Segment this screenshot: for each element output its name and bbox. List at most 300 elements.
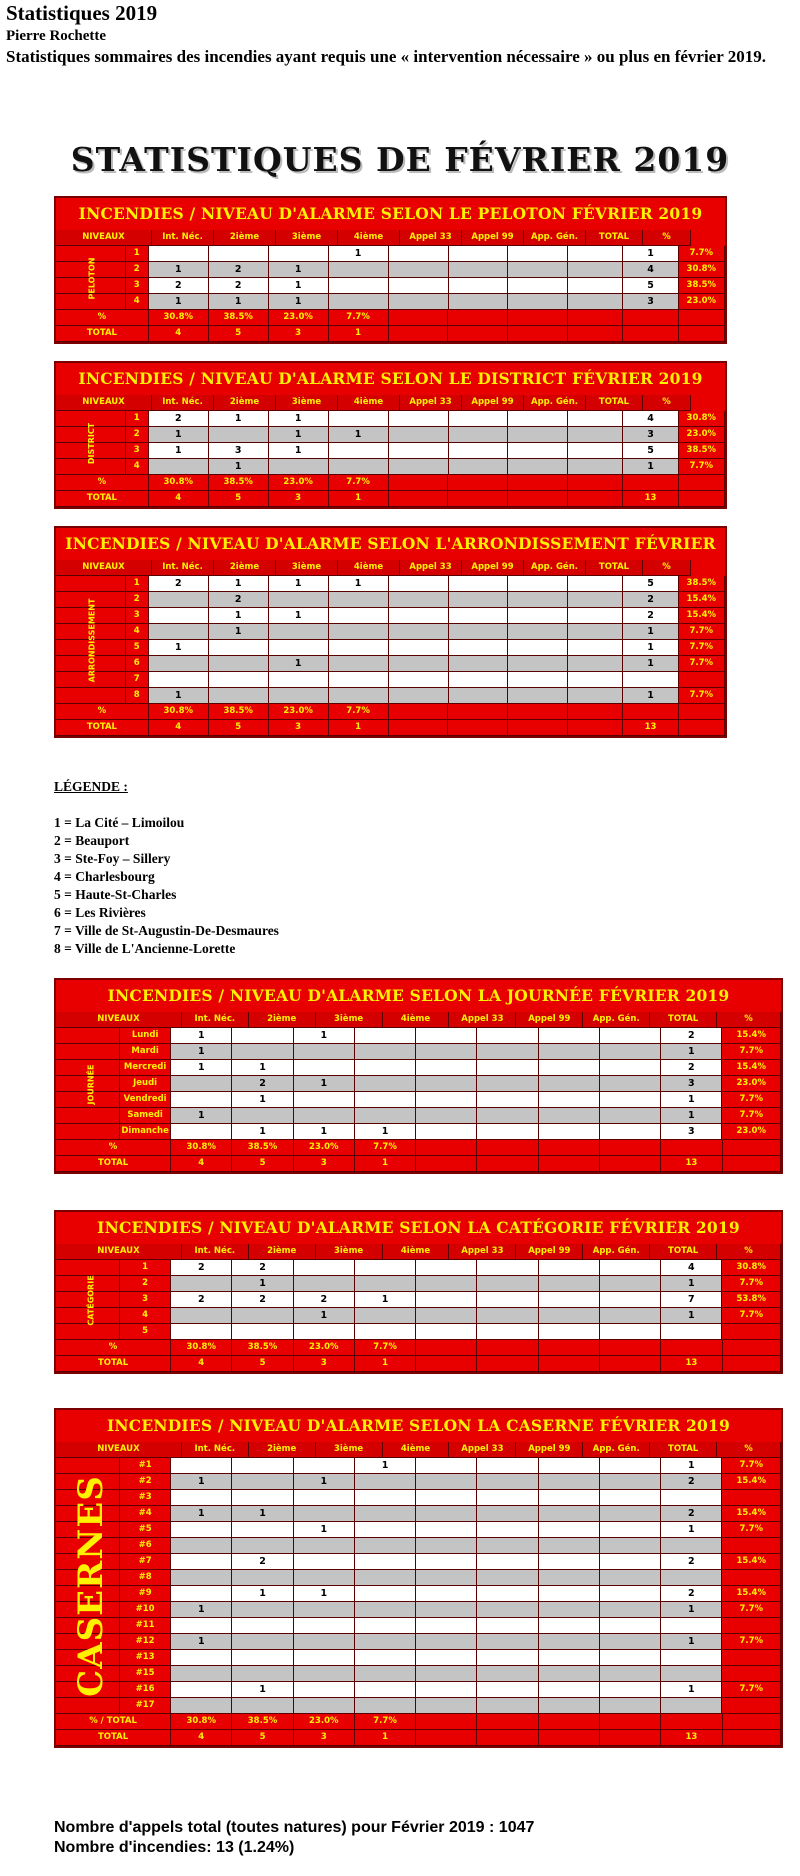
table-row xyxy=(56,443,725,459)
data-cell xyxy=(269,688,329,704)
column-header: 4ième xyxy=(383,1442,450,1458)
percent-cell xyxy=(679,704,725,720)
data-cell: 1 xyxy=(232,1060,293,1076)
row-label: #2 xyxy=(120,1474,171,1490)
column-header: % xyxy=(643,230,691,246)
grand-total-cell: 13 xyxy=(661,1356,722,1372)
percent-cell: 30.8% xyxy=(149,704,209,720)
data-cell xyxy=(449,656,509,672)
data-cell xyxy=(416,1044,477,1060)
row-label: 3 xyxy=(120,1292,171,1308)
data-cell xyxy=(149,246,209,262)
table-row xyxy=(56,411,725,427)
data-cell xyxy=(171,1490,232,1506)
column-header: Appel 99 xyxy=(462,560,524,576)
total-cell: 1 xyxy=(355,1356,416,1372)
group-label xyxy=(56,1028,126,1140)
data-cell: 2 xyxy=(171,1292,232,1308)
data-cell xyxy=(416,1506,477,1522)
row-total: 5 xyxy=(623,443,678,459)
data-cell xyxy=(600,1474,661,1490)
total-cell xyxy=(477,1730,538,1746)
data-cell xyxy=(209,656,269,672)
row-percent: 7.7% xyxy=(722,1634,781,1650)
data-cell xyxy=(477,1586,538,1602)
data-cell xyxy=(269,640,329,656)
table-title: INCENDIES / NIVEAU D'ALARME SELON LE PELOTON FÉVRIER 2019 xyxy=(78,204,703,223)
data-cell xyxy=(508,656,568,672)
percent-cell xyxy=(389,475,449,491)
data-cell xyxy=(449,592,509,608)
total-row-label: TOTAL xyxy=(56,720,149,736)
row-percent: 7.7% xyxy=(722,1308,781,1324)
row-percent xyxy=(722,1618,781,1634)
row-percent: 30.8% xyxy=(722,1260,781,1276)
data-cell xyxy=(355,1506,416,1522)
data-cell xyxy=(539,1634,600,1650)
data-cell xyxy=(600,1618,661,1634)
column-header: App. Gén. xyxy=(524,560,586,576)
data-cell xyxy=(171,1650,232,1666)
total-cell: 5 xyxy=(209,720,269,736)
percent-cell xyxy=(448,475,508,491)
data-cell xyxy=(508,592,568,608)
total-row xyxy=(56,1356,781,1372)
column-header: Appel 33 xyxy=(449,1244,516,1260)
row-percent: 7.7% xyxy=(679,246,725,262)
data-cell xyxy=(171,1698,232,1714)
data-cell: 1 xyxy=(209,608,269,624)
row-label: 3 xyxy=(126,278,149,294)
data-cell xyxy=(600,1538,661,1554)
data-cell xyxy=(209,427,269,443)
percent-cell xyxy=(568,475,623,491)
row-total xyxy=(661,1538,722,1554)
data-cell xyxy=(449,411,509,427)
row-percent xyxy=(722,1538,781,1554)
data-cell xyxy=(600,1458,661,1474)
row-label: 4 xyxy=(126,294,149,310)
percent-cell xyxy=(448,310,508,326)
data-cell xyxy=(355,1044,416,1060)
column-header: Appel 33 xyxy=(400,560,462,576)
row-total: 1 xyxy=(661,1108,722,1124)
data-cell xyxy=(232,1324,293,1340)
data-cell xyxy=(449,672,509,688)
data-cell: 3 xyxy=(209,443,269,459)
data-cell xyxy=(294,1698,355,1714)
data-cell xyxy=(294,1490,355,1506)
row-label: 1 xyxy=(120,1260,171,1276)
data-cell xyxy=(539,1618,600,1634)
row-label: 7 xyxy=(126,672,149,688)
data-cell xyxy=(171,1554,232,1570)
data-cell xyxy=(568,411,623,427)
column-header: NIVEAUX xyxy=(56,230,152,246)
row-percent: 38.5% xyxy=(679,443,725,459)
data-cell xyxy=(329,294,389,310)
data-cell xyxy=(416,1698,477,1714)
data-cell: 1 xyxy=(294,1028,355,1044)
data-cell xyxy=(389,576,449,592)
percent-cell: 38.5% xyxy=(232,1714,293,1730)
percent-cell xyxy=(508,704,568,720)
data-cell: 1 xyxy=(269,262,329,278)
total-cell xyxy=(539,1156,600,1172)
column-header: 3ième xyxy=(276,560,338,576)
data-cell xyxy=(416,1554,477,1570)
row-percent: 15.4% xyxy=(722,1474,781,1490)
data-cell xyxy=(508,443,568,459)
table-header-row xyxy=(56,1442,781,1458)
data-cell xyxy=(539,1060,600,1076)
percent-cell xyxy=(723,1714,782,1730)
data-cell xyxy=(539,1586,600,1602)
total-cell xyxy=(539,1356,600,1372)
total-row xyxy=(56,720,725,736)
table-row xyxy=(56,1698,781,1714)
data-cell: 1 xyxy=(171,1108,232,1124)
table-row xyxy=(56,459,725,475)
total-cell: 5 xyxy=(232,1356,293,1372)
row-label: #11 xyxy=(120,1618,171,1634)
data-cell xyxy=(355,1474,416,1490)
data-cell xyxy=(477,1260,538,1276)
row-total xyxy=(661,1698,722,1714)
data-cell xyxy=(539,1260,600,1276)
table-row xyxy=(56,1324,781,1340)
row-total: 1 xyxy=(661,1602,722,1618)
group-label xyxy=(56,246,128,310)
data-cell xyxy=(232,1490,293,1506)
data-cell xyxy=(449,294,509,310)
total-cell: 4 xyxy=(171,1730,232,1746)
data-cell xyxy=(477,1618,538,1634)
column-header: NIVEAUX xyxy=(56,1442,182,1458)
total-row-label: TOTAL xyxy=(56,491,149,507)
data-cell: 1 xyxy=(294,1308,355,1324)
data-cell: 1 xyxy=(355,1124,416,1140)
table-row xyxy=(56,294,725,310)
row-total: 4 xyxy=(623,262,678,278)
data-cell xyxy=(355,1602,416,1618)
column-header: % xyxy=(717,1012,781,1028)
percent-cell xyxy=(600,1340,661,1356)
row-percent: 7.7% xyxy=(679,459,725,475)
table-row xyxy=(56,1308,781,1324)
table-header-row xyxy=(56,1244,781,1260)
table-row xyxy=(56,1538,781,1554)
data-cell: 1 xyxy=(269,656,329,672)
row-label: #8 xyxy=(120,1570,171,1586)
row-label: 3 xyxy=(126,443,149,459)
table-row xyxy=(56,1506,781,1522)
row-total: 2 xyxy=(661,1506,722,1522)
data-cell xyxy=(508,246,568,262)
data-cell xyxy=(600,1634,661,1650)
row-label: #12 xyxy=(120,1634,171,1650)
data-cell xyxy=(539,1044,600,1060)
data-cell xyxy=(355,1276,416,1292)
data-cell xyxy=(389,443,449,459)
data-cell xyxy=(600,1276,661,1292)
data-cell: 1 xyxy=(329,576,389,592)
row-label: #13 xyxy=(120,1650,171,1666)
percent-cell xyxy=(477,1714,538,1730)
column-header: Appel 33 xyxy=(400,230,462,246)
total-row-label: TOTAL xyxy=(56,1730,171,1746)
data-cell xyxy=(568,688,623,704)
percent-cell xyxy=(539,1340,600,1356)
data-cell xyxy=(149,672,209,688)
data-cell: 2 xyxy=(171,1260,232,1276)
data-cell: 1 xyxy=(149,640,209,656)
table-row xyxy=(56,688,725,704)
percent-cell xyxy=(568,310,623,326)
percent-cell: 23.0% xyxy=(294,1140,355,1156)
row-label: #17 xyxy=(120,1698,171,1714)
table-row xyxy=(56,1044,781,1060)
data-cell xyxy=(355,1108,416,1124)
data-cell xyxy=(508,688,568,704)
data-cell: 1 xyxy=(294,1076,355,1092)
table-row xyxy=(56,1108,781,1124)
percent-cell xyxy=(539,1140,600,1156)
row-percent: 7.7% xyxy=(679,656,725,672)
data-cell xyxy=(477,1076,538,1092)
percent-cell xyxy=(679,475,725,491)
row-total: 5 xyxy=(623,576,678,592)
data-cell xyxy=(539,1490,600,1506)
data-cell xyxy=(171,1458,232,1474)
column-header: 2ième xyxy=(214,395,276,411)
percent-cell: 38.5% xyxy=(209,475,269,491)
row-label: #7 xyxy=(120,1554,171,1570)
row-percent: 7.7% xyxy=(722,1522,781,1538)
data-cell xyxy=(600,1308,661,1324)
row-label: 5 xyxy=(120,1324,171,1340)
percent-cell: 7.7% xyxy=(329,704,389,720)
row-label: #10 xyxy=(120,1602,171,1618)
row-label: #15 xyxy=(120,1666,171,1682)
data-cell xyxy=(477,1506,538,1522)
row-percent: 7.7% xyxy=(722,1044,781,1060)
row-percent: 7.7% xyxy=(722,1602,781,1618)
total-cell: 3 xyxy=(269,720,329,736)
row-total: 1 xyxy=(661,1522,722,1538)
percent-row xyxy=(56,475,725,491)
row-total: 2 xyxy=(623,608,678,624)
table-row xyxy=(56,1458,781,1474)
data-cell xyxy=(416,1028,477,1044)
data-cell xyxy=(477,1028,538,1044)
row-total: 1 xyxy=(623,656,678,672)
percent-cell xyxy=(389,704,449,720)
total-cell xyxy=(477,1356,538,1372)
data-cell xyxy=(477,1682,538,1698)
data-cell xyxy=(568,262,623,278)
column-header: 2ième xyxy=(214,560,276,576)
total-row-label: TOTAL xyxy=(56,326,149,342)
data-cell xyxy=(600,1522,661,1538)
column-header: 2ième xyxy=(249,1012,316,1028)
data-cell xyxy=(539,1602,600,1618)
table-row xyxy=(56,1490,781,1506)
data-cell xyxy=(232,1602,293,1618)
table-header-row xyxy=(56,395,725,411)
data-cell xyxy=(600,1570,661,1586)
author: Pierre Rochette xyxy=(6,28,107,44)
data-cell xyxy=(355,1618,416,1634)
data-cell xyxy=(416,1458,477,1474)
row-total xyxy=(623,672,678,688)
table-row xyxy=(56,1586,781,1602)
data-cell xyxy=(329,688,389,704)
row-total xyxy=(661,1650,722,1666)
data-cell: 1 xyxy=(149,294,209,310)
data-cell xyxy=(329,262,389,278)
column-header: TOTAL xyxy=(650,1244,717,1260)
data-cell xyxy=(539,1698,600,1714)
data-cell xyxy=(294,1682,355,1698)
table-header-row xyxy=(56,560,725,576)
data-cell xyxy=(389,672,449,688)
table-header-row xyxy=(56,1012,781,1028)
data-cell xyxy=(539,1458,600,1474)
data-cell xyxy=(355,1308,416,1324)
total-cell: 3 xyxy=(294,1730,355,1746)
data-cell: 1 xyxy=(294,1474,355,1490)
row-total xyxy=(661,1570,722,1586)
legend-item: 6 = Les Rivières xyxy=(54,905,146,920)
data-cell: 1 xyxy=(294,1586,355,1602)
total-cell xyxy=(600,1356,661,1372)
page-header xyxy=(6,0,796,68)
data-cell xyxy=(539,1092,600,1108)
row-label: 4 xyxy=(126,459,149,475)
data-cell xyxy=(539,1554,600,1570)
data-cell xyxy=(568,576,623,592)
data-cell: 2 xyxy=(149,278,209,294)
data-cell xyxy=(508,427,568,443)
row-percent: 23.0% xyxy=(722,1124,781,1140)
row-total xyxy=(661,1324,722,1340)
data-cell xyxy=(508,294,568,310)
row-label: Vendredi xyxy=(120,1092,171,1108)
data-cell xyxy=(416,1308,477,1324)
total-cell xyxy=(416,1156,477,1172)
column-header: Int. Néc. xyxy=(152,395,214,411)
data-cell xyxy=(355,1666,416,1682)
row-total: 1 xyxy=(661,1308,722,1324)
legend-title: LÉGENDE : xyxy=(54,779,128,794)
data-cell xyxy=(449,576,509,592)
row-label: 2 xyxy=(120,1276,171,1292)
legend-item: 2 = Beauport xyxy=(54,833,130,848)
data-cell: 1 xyxy=(171,1506,232,1522)
column-header: 3ième xyxy=(316,1442,383,1458)
data-cell xyxy=(477,1554,538,1570)
data-cell xyxy=(294,1570,355,1586)
data-cell xyxy=(477,1324,538,1340)
row-percent xyxy=(722,1650,781,1666)
data-cell xyxy=(416,1650,477,1666)
data-cell: 1 xyxy=(232,1506,293,1522)
data-cell xyxy=(294,1602,355,1618)
row-total: 5 xyxy=(623,278,678,294)
data-cell: 2 xyxy=(209,262,269,278)
data-cell xyxy=(149,624,209,640)
data-cell xyxy=(149,656,209,672)
data-cell xyxy=(477,1458,538,1474)
row-total: 1 xyxy=(661,1458,722,1474)
data-cell xyxy=(568,624,623,640)
data-cell xyxy=(171,1092,232,1108)
data-cell xyxy=(269,624,329,640)
data-cell: 1 xyxy=(232,1682,293,1698)
legend-item: 1 = La Cité – Limoilou xyxy=(54,815,185,830)
column-header: Appel 99 xyxy=(462,230,524,246)
data-cell xyxy=(477,1650,538,1666)
row-label: #16 xyxy=(120,1682,171,1698)
data-cell xyxy=(508,576,568,592)
data-cell xyxy=(539,1506,600,1522)
data-cell xyxy=(171,1124,232,1140)
data-cell xyxy=(600,1124,661,1140)
percent-cell xyxy=(508,310,568,326)
row-total xyxy=(661,1490,722,1506)
column-header: % xyxy=(717,1442,781,1458)
data-cell: 1 xyxy=(149,688,209,704)
data-cell xyxy=(508,640,568,656)
data-cell xyxy=(600,1292,661,1308)
table-row xyxy=(56,1028,781,1044)
table-row xyxy=(56,576,725,592)
percent-cell: 7.7% xyxy=(355,1340,416,1356)
row-percent: 7.7% xyxy=(722,1682,781,1698)
column-header: Appel 99 xyxy=(462,395,524,411)
table-row xyxy=(56,608,725,624)
data-cell xyxy=(389,688,449,704)
percent-cell xyxy=(416,1340,477,1356)
data-cell: 1 xyxy=(149,262,209,278)
data-cell xyxy=(232,1570,293,1586)
data-cell: 1 xyxy=(149,427,209,443)
data-cell xyxy=(600,1060,661,1076)
data-cell xyxy=(171,1538,232,1554)
data-cell xyxy=(329,672,389,688)
data-cell xyxy=(389,411,449,427)
data-cell xyxy=(232,1634,293,1650)
data-cell xyxy=(416,1682,477,1698)
row-label: Jeudi xyxy=(120,1076,171,1092)
table-row xyxy=(56,1554,781,1570)
total-cell xyxy=(679,326,725,342)
column-header: NIVEAUX xyxy=(56,1012,182,1028)
column-header: App. Gén. xyxy=(524,230,586,246)
row-percent: 7.7% xyxy=(722,1092,781,1108)
table-row xyxy=(56,1618,781,1634)
row-label: #5 xyxy=(120,1522,171,1538)
main-title: STATISTIQUES DE FÉVRIER 2019 xyxy=(70,140,730,179)
total-cell: 4 xyxy=(149,326,209,342)
total-cell xyxy=(723,1156,782,1172)
percent-cell: 30.8% xyxy=(149,475,209,491)
row-total: 3 xyxy=(661,1124,722,1140)
percent-cell: 23.0% xyxy=(269,310,329,326)
data-cell xyxy=(508,672,568,688)
data-cell xyxy=(568,459,623,475)
